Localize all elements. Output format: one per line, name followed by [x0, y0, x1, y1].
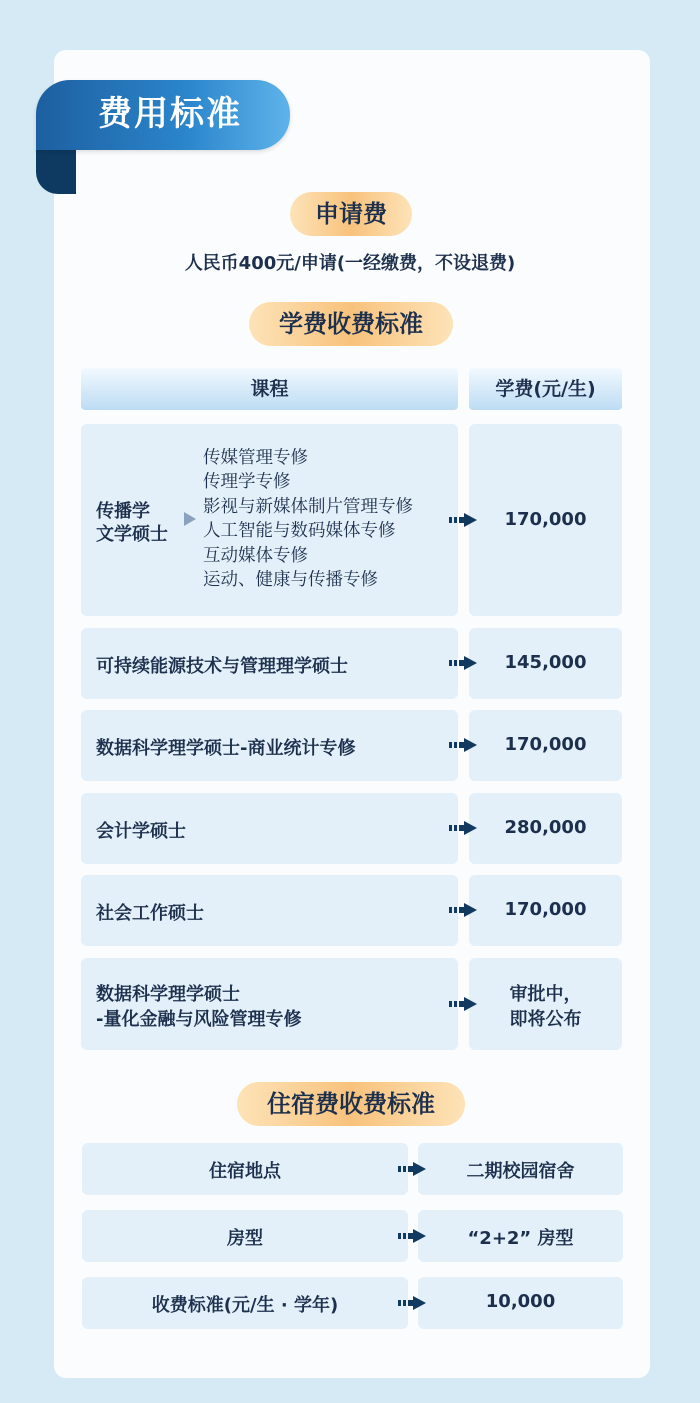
fee-status-line2: 即将公布 — [509, 1009, 582, 1030]
specialization-item: 传媒管理专修 — [203, 448, 308, 468]
triangle-right-icon — [184, 512, 196, 526]
housing-label: 住宿地点 — [209, 1161, 281, 1182]
program-name: 数据科学理学硕士-商业统计专修 — [96, 738, 356, 759]
housing-heading: 住宿费收费标准 — [237, 1082, 465, 1126]
fee-value: 170,000 — [504, 734, 587, 755]
program-name-line1: 数据科学理学硕士 — [96, 984, 240, 1005]
specialization-item: 传理学专修 — [203, 472, 291, 493]
column-header-course: 课程 — [81, 368, 458, 410]
fee-status-line1: 审批中， — [509, 984, 582, 1005]
housing-label: 收费标准(元/生 · 学年) — [151, 1295, 339, 1316]
specialization-item: 影视与新媒体制片管理专修 — [203, 496, 413, 517]
specialization-item: 运动、健康与传播专修 — [203, 569, 378, 590]
program-name: 社会工作硕士 — [96, 903, 204, 924]
housing-label: 房型 — [227, 1228, 263, 1249]
specialization-list — [203, 446, 453, 592]
specialization-item: 人工智能与数码媒体专修 — [203, 521, 396, 542]
application-fee-heading: 申请费 — [290, 192, 412, 236]
housing-value: 10,000 — [485, 1291, 556, 1312]
page-title: 费用标准 — [98, 94, 242, 134]
program-name-line2: -量化金融与风险管理专修 — [96, 1009, 302, 1030]
tuition-heading: 学费收费标准 — [249, 302, 453, 346]
fee-value: 145,000 — [504, 652, 587, 673]
application-fee-note: 人民币400元/申请(一经缴费，不设退费) — [184, 253, 516, 274]
housing-value: 二期校园宿舍 — [466, 1161, 575, 1182]
program-name-line1: 传播学 — [96, 501, 150, 522]
housing-value: “2+2” 房型 — [467, 1228, 574, 1249]
fee-value: 170,000 — [504, 899, 587, 920]
program-name: 会计学硕士 — [96, 821, 186, 842]
specialization-item: 互动媒体专修 — [203, 545, 308, 566]
fee-value: 280,000 — [504, 817, 587, 838]
program-name-line2: 文学硕士 — [96, 524, 168, 545]
column-header-fee: 学费(元/生) — [469, 368, 622, 410]
fee-value: 170,000 — [504, 509, 587, 530]
program-name: 可持续能源技术与管理理学硕士 — [96, 656, 348, 677]
